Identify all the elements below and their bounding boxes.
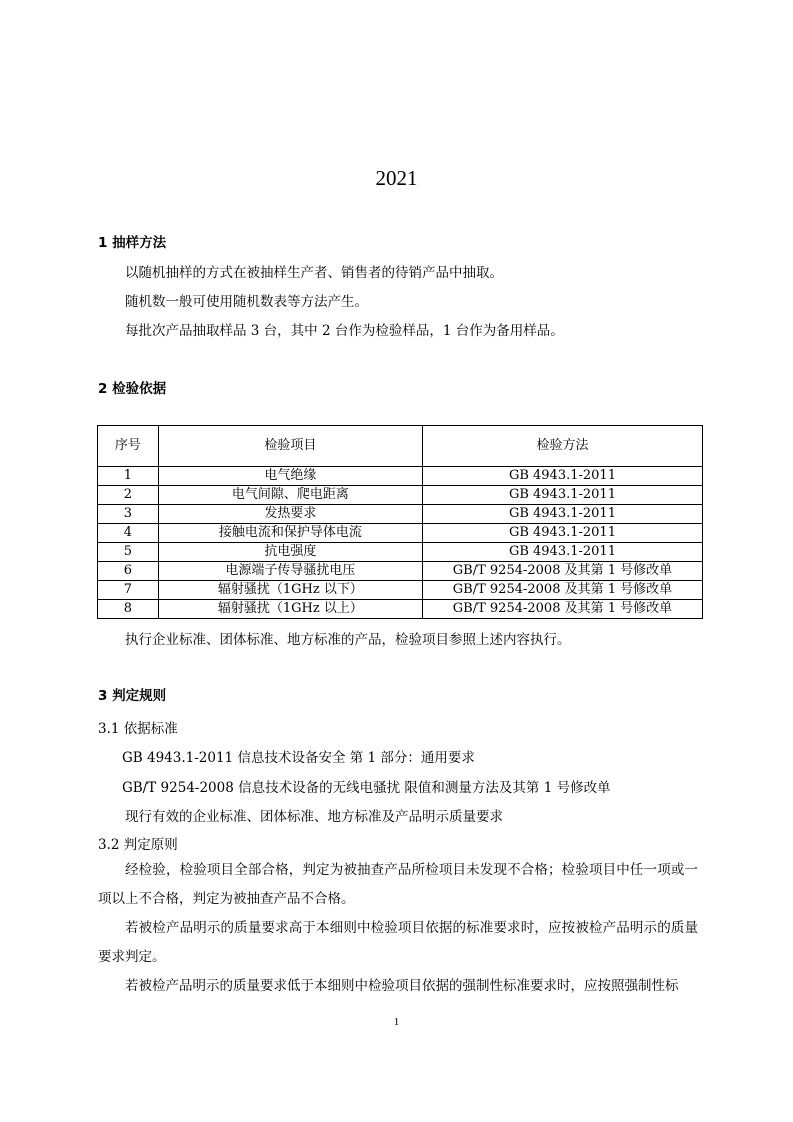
table-cell-index: 8 xyxy=(98,600,159,619)
section-2-note: 执行企业标准、团体标准、地方标准的产品，检验项目参照上述内容执行。 xyxy=(125,632,571,648)
table-cell-item: 发热要求 xyxy=(158,505,422,524)
table-cell-item: 辐射骚扰（1GHz 以上） xyxy=(158,600,422,619)
table-cell-item: 电气间隙、爬电距离 xyxy=(158,486,422,505)
table-row xyxy=(98,486,703,505)
section-1-line-3: 每批次产品抽取样品 3 台，其中 2 台作为检验样品，1 台作为备用样品。 xyxy=(125,323,564,339)
table-row xyxy=(98,524,703,543)
table-row xyxy=(98,505,703,524)
table-header-cell: 检验项目 xyxy=(158,426,422,467)
subsection-3-1-heading: 3.1 依据标准 xyxy=(98,721,178,737)
table-cell-item: 抗电强度 xyxy=(158,543,422,562)
table-row xyxy=(98,600,703,619)
subsection-3-2-heading: 3.2 判定原则 xyxy=(98,837,178,853)
table-header-cell: 检验方法 xyxy=(422,426,702,467)
table-cell-item: 电源端子传导骚扰电压 xyxy=(158,562,422,581)
standard-line-3: 现行有效的企业标准、团体标准、地方标准及产品明示质量要求 xyxy=(125,809,503,825)
section-3-heading: 3 判定规则 xyxy=(98,688,167,704)
inspection-table xyxy=(97,425,703,619)
table-cell-method: GB 4943.1-2011 xyxy=(422,467,702,486)
table-row xyxy=(98,562,703,581)
judgment-paragraph-2: 若被检产品明示的质量要求高于本细则中检验项目依据的标准要求时，应按被检产品明示的质量要求判定。 xyxy=(98,920,698,965)
table-header-row xyxy=(98,426,703,467)
section-1-heading: 1 抽样方法 xyxy=(98,235,167,251)
table-cell-method: GB 4943.1-2011 xyxy=(422,505,702,524)
table-cell-item: 辐射骚扰（1GHz 以下） xyxy=(158,581,422,600)
table-row xyxy=(98,543,703,562)
section-2-heading: 2 检验依据 xyxy=(98,381,167,397)
section-1-line-1: 以随机抽样的方式在被抽样生产者、销售者的待销产品中抽取。 xyxy=(125,265,503,281)
table-header-cell: 序号 xyxy=(98,426,159,467)
table-cell-index: 6 xyxy=(98,562,159,581)
table-cell-index: 5 xyxy=(98,543,159,562)
judgment-paragraph-1: 经检验，检验项目全部合格，判定为被抽查产品所检项目未发现不合格；检验项目中任一项或一项以上不合格，判定为被抽查产品不合格。 xyxy=(98,862,698,907)
table-cell-method: GB 4943.1-2011 xyxy=(422,524,702,543)
table-cell-method: GB/T 9254-2008 及其第 1 号修改单 xyxy=(422,600,702,619)
table-cell-index: 7 xyxy=(98,581,159,600)
document-title: 2021 xyxy=(375,166,418,190)
judgment-paragraph-3: 若被检产品明示的质量要求低于本细则中检验项目依据的强制性标准要求时，应按照强制性标 xyxy=(125,978,679,994)
table-cell-method: GB 4943.1-2011 xyxy=(422,543,702,562)
standard-line-1: GB 4943.1-2011 信息技术设备安全 第 1 部分：通用要求 xyxy=(122,750,475,766)
table-cell-item: 接触电流和保护导体电流 xyxy=(158,524,422,543)
table-cell-item: 电气绝缘 xyxy=(158,467,422,486)
table-cell-index: 3 xyxy=(98,505,159,524)
standard-line-2: GB/T 9254-2008 信息技术设备的无线电骚扰 限值和测量方法及其第 1 号修改单 xyxy=(122,780,611,796)
table-cell-index: 4 xyxy=(98,524,159,543)
table-row xyxy=(98,467,703,486)
table-row xyxy=(98,581,703,600)
table-cell-method: GB 4943.1-2011 xyxy=(422,486,702,505)
table-cell-method: GB/T 9254-2008 及其第 1 号修改单 xyxy=(422,581,702,600)
table-cell-index: 1 xyxy=(98,467,159,486)
table-cell-method: GB/T 9254-2008 及其第 1 号修改单 xyxy=(422,562,702,581)
section-1-line-2: 随机数一般可使用随机数表等方法产生。 xyxy=(125,294,368,310)
page-number: 1 xyxy=(393,1016,400,1028)
table-cell-index: 2 xyxy=(98,486,159,505)
